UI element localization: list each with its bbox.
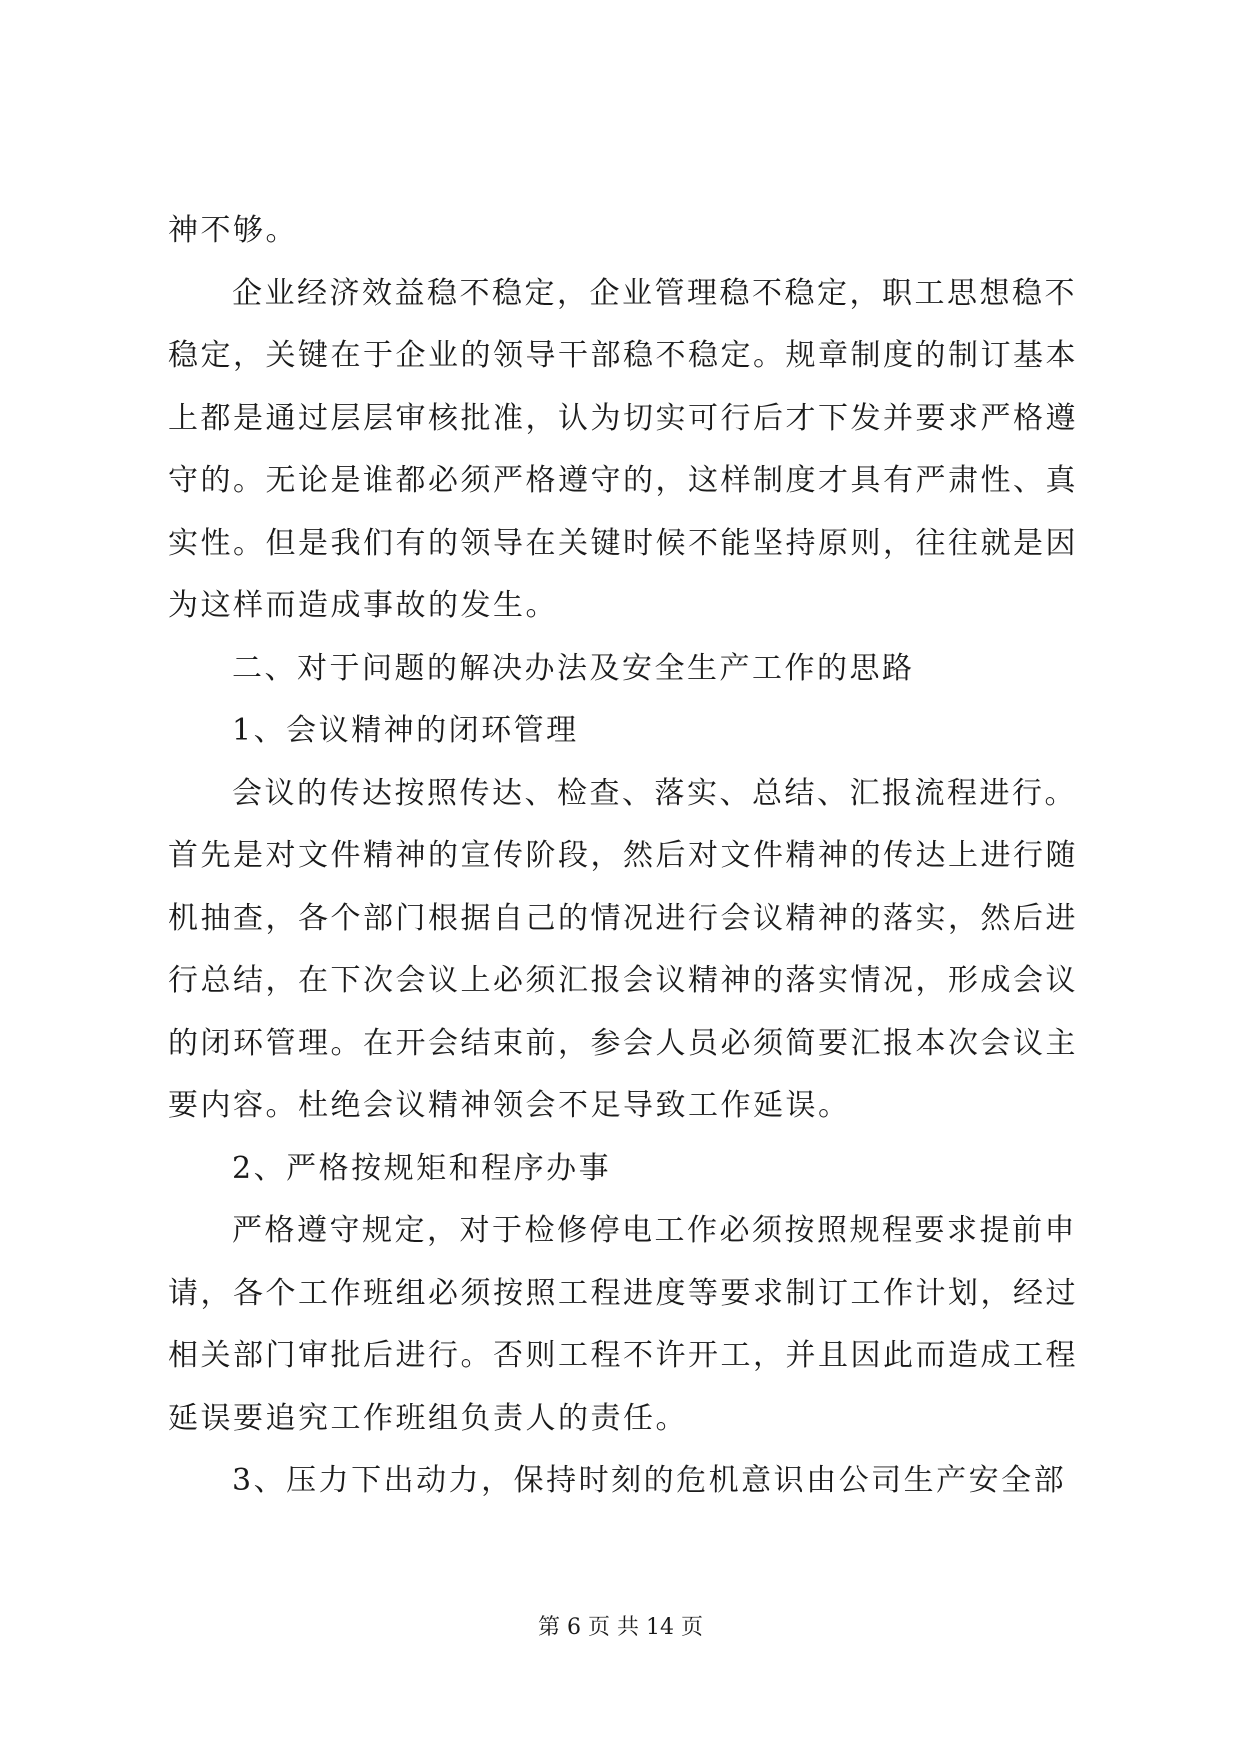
text-line: 严格遵守规定，对于检修停电工作必须按照规程要求提前申 xyxy=(232,1213,1077,1248)
body-text xyxy=(168,200,1083,1513)
text-line: 上都是通过层层审核批准，认为切实可行后才下发并要求严格遵 xyxy=(168,400,1078,436)
text-line: 行总结，在下次会议上必须汇报会议精神的落实情况，形成会议 xyxy=(168,963,1078,998)
text-line: 的闭环管理。在开会结束前，参会人员必须简要汇报本次会议主 xyxy=(168,1025,1078,1061)
text-line: 神不够。 xyxy=(168,213,298,248)
text-line: 企业经济效益稳不稳定，企业管理稳不稳定，职工思想稳不 xyxy=(232,275,1077,311)
text-line: 3、压力下出动力，保持时刻的危机意识由公司生产安全部 xyxy=(232,1463,1067,1498)
text-line: 会议的传达按照传达、检查、落实、总结、汇报流程进行。 xyxy=(232,775,1077,811)
text-line: 2、严格按规矩和程序办事 xyxy=(232,1150,612,1186)
text-line: 守的。无论是谁都必须严格遵守的，这样制度才具有严肃性、真 xyxy=(168,463,1078,498)
text-line: 请，各个工作班组必须按照工程进度等要求制订工作计划，经过 xyxy=(168,1275,1078,1311)
text-line: 二、对于问题的解决办法及安全生产工作的思路 xyxy=(232,650,915,686)
text-line: 稳定，关键在于企业的领导干部稳不稳定。规章制度的制订基本 xyxy=(168,338,1078,373)
text-line: 为这样而造成事故的发生。 xyxy=(168,588,558,623)
text-line: 相关部门审批后进行。否则工程不许开工，并且因此而造成工程 xyxy=(168,1338,1078,1373)
text-line: 实性。但是我们有的领导在关键时候不能坚持原则，往往就是因 xyxy=(168,525,1078,561)
text-line: 1、会议精神的闭环管理 xyxy=(232,713,579,748)
page-number: 第 6 页 共 14 页 xyxy=(538,1615,703,1640)
text-line: 延误要追究工作班组负责人的责任。 xyxy=(168,1400,688,1436)
text-line: 要内容。杜绝会议精神领会不足导致工作延误。 xyxy=(168,1088,851,1123)
text-line: 机抽查，各个部门根据自己的情况进行会议精神的落实，然后进 xyxy=(168,900,1078,936)
text-line: 首先是对文件精神的宣传阶段，然后对文件精神的传达上进行随 xyxy=(168,838,1078,873)
